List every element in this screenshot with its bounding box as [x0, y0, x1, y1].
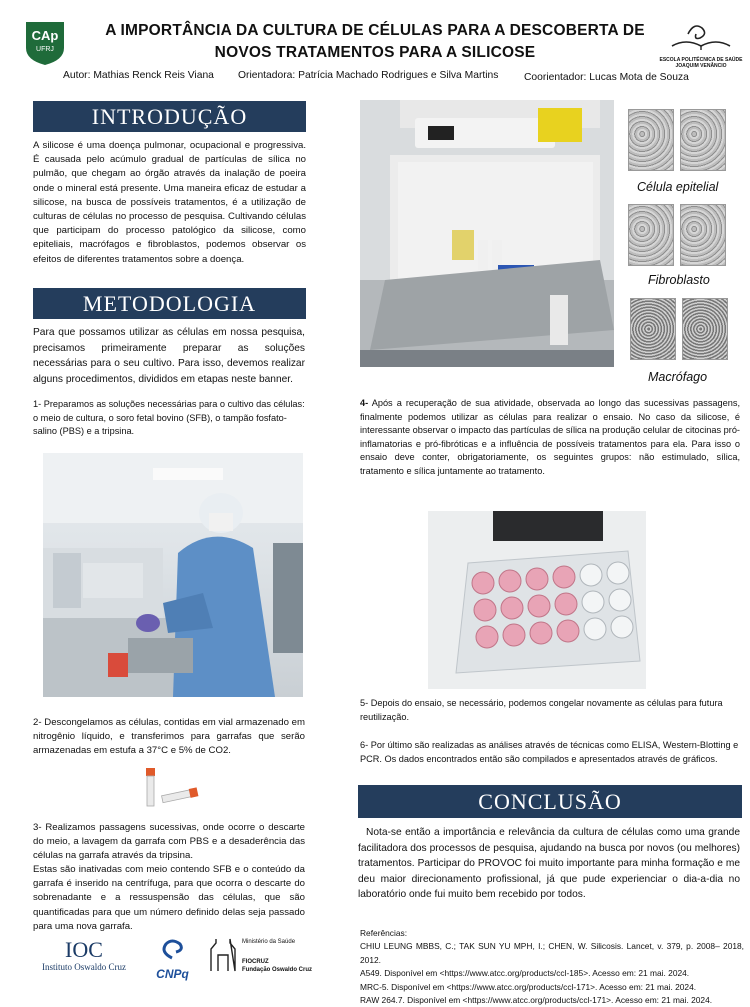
- ioc-sub: Instituto Oswaldo Cruz: [42, 962, 126, 972]
- method-step2: 2- Descongelamos as células, contidas em vial armazenado em nitrogênio líquido, e transferimos para garrafas que serão armazenadas em estufa a 37°C e 5% de CO2.: [33, 717, 305, 757]
- caption-epithelial: Célula epitelial: [637, 180, 719, 194]
- cap-logo: [24, 20, 66, 66]
- ioc-text: IOC: [65, 937, 103, 962]
- intro-banner: [33, 101, 306, 132]
- fibroblast-image-a: [628, 204, 674, 266]
- method-banner: [33, 288, 306, 319]
- fibroblast-micrographs: [628, 200, 728, 266]
- ministry-text: Ministério da Saúde: [242, 939, 296, 945]
- fiocruz-text: FIOCRUZ: [242, 959, 269, 965]
- step4-number: 4-: [360, 398, 369, 408]
- epsjv-line2: JOAQUIM VENÂNCIO: [675, 63, 727, 69]
- epithelial-image-b: [680, 109, 726, 171]
- author: Autor: Mathias Renck Reis Viana: [63, 70, 214, 81]
- method-intro: Para que possamos utilizar as células em nossa pesquisa, precisamos primeiramente preparar as soluções necessárias para o seu cultivo. Para isso, devemos realizar alguns procedimentos, divididos em etapas neste banner.: [33, 327, 305, 385]
- macrophage-image-a: [630, 298, 676, 360]
- cnpq-logo: [150, 938, 195, 981]
- reference-item: RAW 264.7. Disponível em <https://www.atcc.org/products/ccl-171>. Acesso em: 21 mai. 2024.: [360, 995, 713, 1006]
- caption-macrophage: Macrófago: [648, 370, 708, 384]
- method-step3: 3- Realizamos passagens sucessivas, onde ocorre o descarte do meio, a lavagem da garrafa com PBS e a desaderência das células na garrafa através da tripsina.: [33, 822, 305, 862]
- cap-logo-sub: UFRJ: [36, 46, 54, 53]
- epsjv-logo: [658, 20, 744, 72]
- well-plate-photo: [428, 511, 646, 689]
- fiocruz-logo: [208, 937, 318, 979]
- step4-text: Após a recuperação de sua atividade, observada ao longo das sucessivas passagens, finalmente podemos utilizar as células para realizar o ensaio. No caso da silicose, é interessante observar o impacto das partículas de sílica na produção celular de citocinas pró-inflamatorias e pró-fibróticas e a influência de possíveis tratamentos para ela. Para isso o ensaio deve conter, obrigatoriamente, os seguintes grupos: não estimulado, sílica, tratamento e sílica juntamente ao tratamento.: [360, 398, 740, 476]
- method-step6: 6- Por último são realizadas as análises através de técnicas como ELISA, Western-Blotting e PCR. Os dados encontrados então são compilados e apresentados através de gráficos.: [360, 740, 739, 764]
- coadvisor: Coorientador: Lucas Mota de Souza: [524, 72, 689, 83]
- fibroblast-image-b: [680, 204, 726, 266]
- conclusion-banner: [358, 785, 742, 818]
- fiocruz-sub: Fundação Oswaldo Cruz: [242, 967, 313, 973]
- epithelial-image-a: [628, 109, 674, 171]
- epsjv-book-icon: [658, 20, 744, 52]
- poster-title: A IMPORTÂNCIA DA CULTURA DE CÉLULAS PARA A DESCOBERTA DE NOVOS TRATAMENTOS PARA A SILICOSE: [105, 22, 645, 61]
- intro-text: A silicose é uma doença pulmonar, ocupacional e progressiva. É causada pelo acúmulo gradual de partículas de sílica no pulmão, que chegam ao órgão através da inalação de poeira onde o mineral está presente. Uma maneira eficaz de estudar a silicose, na busca de possíveis tratamentos, é a utilização de culturas de células no processo de pesquisa. Cultivando células que participam do processo patológico da silicose, como epiteliais, macrófagos e fibroblastos, podemos observar os efeitos de diferentes tratamentos sobre a doença.: [33, 140, 306, 265]
- lab-scientist-photo: [43, 453, 303, 697]
- reference-item: MRC-5. Disponível em <https://www.atcc.org/products/ccl-171>. Acesso em: 21 mai. 2024.: [360, 981, 697, 992]
- intro-heading: INTRODUÇÃO: [91, 104, 248, 129]
- reference-item: CHIU LEUNG MBBS, C.; TAK SUN YU MPH, I.; CHEN, W. Silicosis. Lancet, v. 379, p. 2008– 2018, 2012.: [360, 941, 744, 965]
- biosafety-cabinet-photo: [360, 100, 614, 367]
- cnpq-text: CNPq: [156, 967, 189, 981]
- conclusion-text: Nota-se então a importância e relevância da cultura de células como uma grande facilitadora dos processos de pesquisa, ajudando na busca por novos (ou melhores) tratamentos. Participar do PROVOC foi muito importante para minha formação e me deu maior direcionamento profissional, já que pude experienciar o dia-a-dia no laboratório onde fui muito bem recebido por todos.: [358, 827, 740, 900]
- references-heading: Referências:: [360, 928, 408, 938]
- reference-item: A549. Disponível em <https://www.atcc.org/products/ccl-185>. Acesso em: 21 mai. 2024.: [360, 968, 690, 979]
- ioc-logo: [34, 938, 134, 978]
- method-heading: METODOLOGIA: [82, 291, 257, 316]
- fiocruz-castle-icon: [208, 937, 238, 973]
- cap-logo-text: CAp: [31, 28, 59, 43]
- macrophage-image-b: [682, 298, 728, 360]
- caption-fibroblast: Fibroblasto: [648, 273, 710, 287]
- macrophage-micrographs: [628, 294, 728, 360]
- epithelial-micrographs: [628, 105, 728, 171]
- references: [360, 927, 744, 1007]
- cnpq-swirl-icon: [150, 938, 195, 962]
- epsjv-line1: ESCOLA POLITÉCNICA DE SAÚDE: [659, 57, 743, 63]
- method-step2b: Estas são inativadas com meio contendo SFB e o conteúdo da garrafa é inserido na centrífuga, para que ocorra o descarte do sobrenadante e a ressuspensão das células, que são quantificadas para que um número definido delas seja passado para uma nova garrafa.: [33, 864, 305, 932]
- vial-icon: [140, 766, 200, 810]
- method-step5: 5- Depois do ensaio, se necessário, podemos congelar novamente as células para futura reutilização.: [360, 698, 723, 722]
- method-step1: 1- Preparamos as soluções necessárias para o cultivo das células: o meio de cultura, o soro fetal bovino (SFB), o tampão fosfato-salino (PBS) e a tripsina.: [33, 399, 305, 437]
- advisor: Orientadora: Patrícia Machado Rodrigues e Silva Martins: [238, 70, 499, 81]
- method-step4: [360, 397, 740, 479]
- conclusion-heading: CONCLUSÃO: [478, 789, 622, 814]
